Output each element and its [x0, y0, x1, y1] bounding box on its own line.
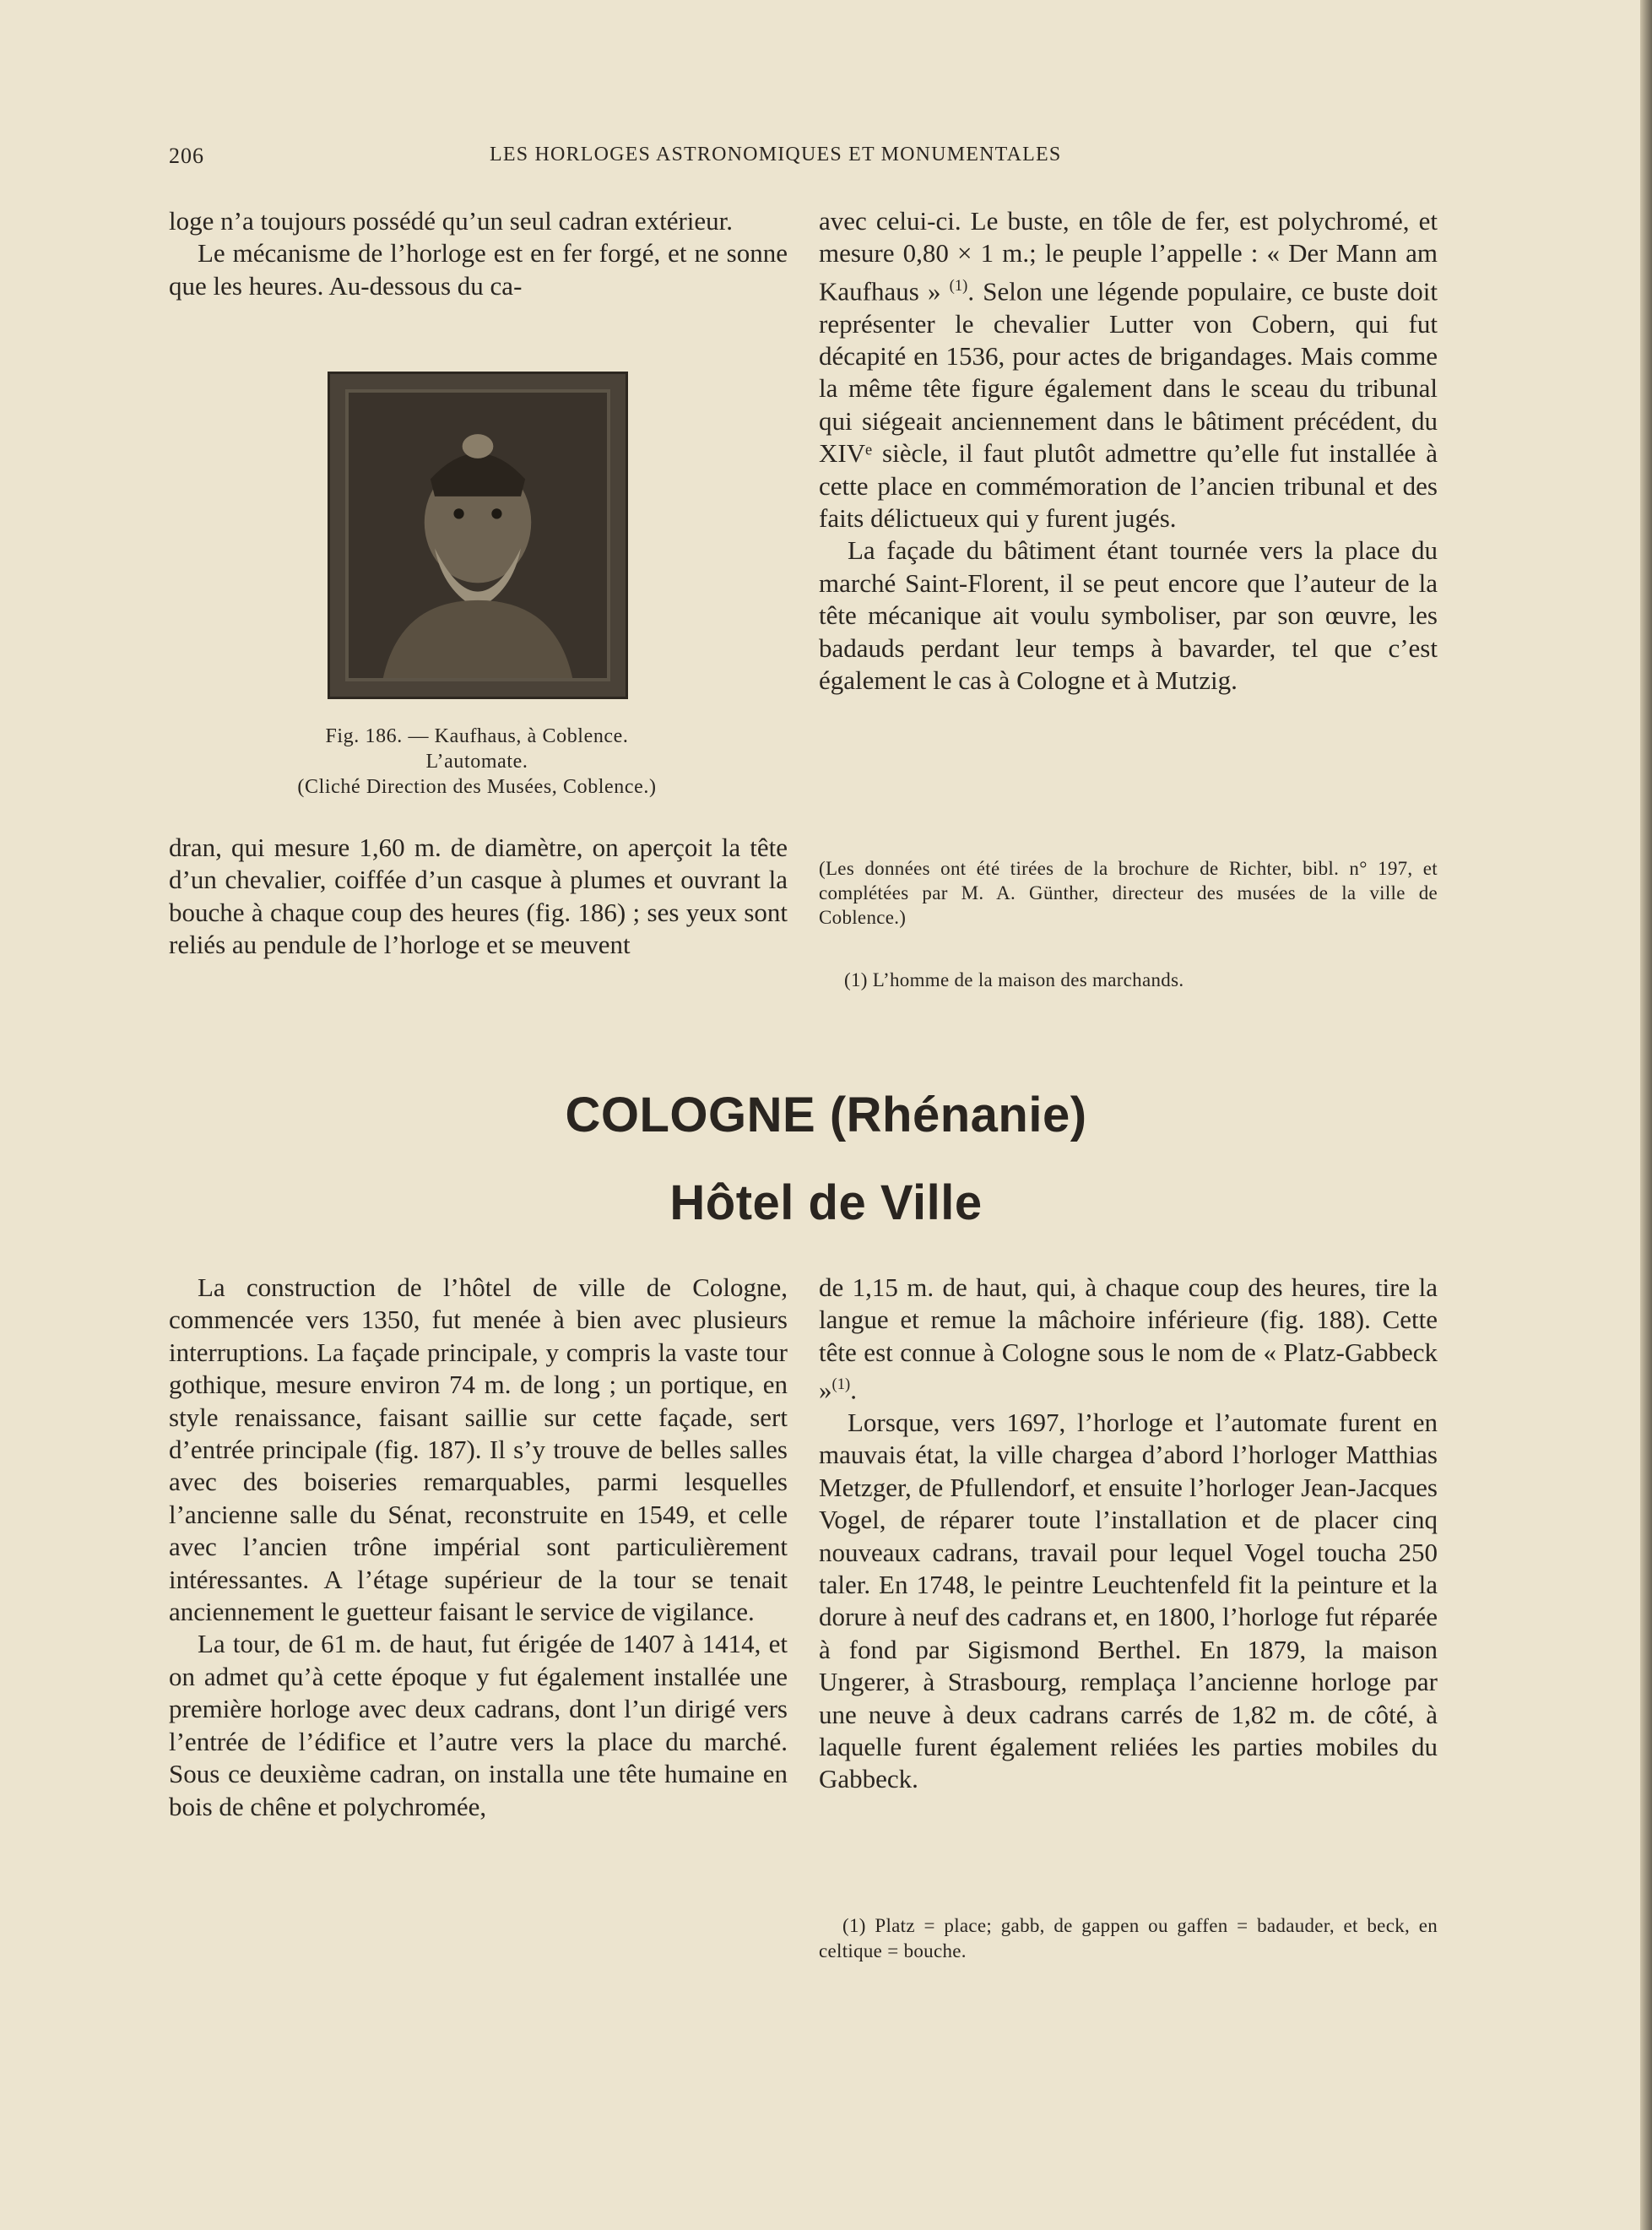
figure-caption — [211, 724, 743, 800]
paragraph: loge n’a toujours possédé qu’un seul cadran extérieur. — [169, 206, 734, 236]
right-column-top — [819, 205, 1438, 697]
running-head: LES HORLOGES ASTRONOMIQUES ET MONUMENTALES — [490, 144, 1062, 165]
paragraph: Lorsque, vers 1697, l’horloge et l’automate furent en mauvais état, la ville chargea d’abord l’horloger Matthias Metzger, de Pfullendorf, et ensuite l’horloger Jean-Jacques Vogel, de réparer toute l’installation et de placer cinq nouveaux cadrans, travail pour lequel Vogel toucha 250 taler. En 1748, le peintre Leuchtenfeld fit la peinture et la dorure à neuf des cadrans et, en 1800, l’horloge fut réparée à fond par Sigismond Berthel. En 1879, la maison Ungerer, à Strasbourg, remplaça l’ancienne horloge par une neuve à deux cadrans carrés de 1,82 m. de côté, à laquelle furent également reliées les parties mobiles du Gabbeck. — [819, 1407, 1438, 1794]
text: . Selon une légende populaire, ce buste doit représenter le chevalier Lutter von Cobern, qui fut décapité en 1536, pour actes de brigandages. Mais comme la même tête figure également dans le sceau du tribunal qui siégeait anciennement dans le bâtiment précédent, du XIVᵉ siècle, il faut plutôt admettre qu’elle fut installée à cette place en commémoration de l’ancien tribunal et des faits délictueux qui y furent jugés. — [819, 276, 1438, 533]
section-title: COLOGNE (Rhénanie) — [565, 1088, 1087, 1142]
page-header — [169, 144, 1443, 177]
left-column-middle — [169, 832, 788, 962]
paragraph: La façade du bâtiment étant tournée vers la place du marché Saint-Florent, il se peut encore que l’auteur de la tête mécanique ait voulu symboliser, par son œuvre, les badauds perdant leur temps à bavarder, tel que c’est également le cas à Cologne et à Mutzig. — [819, 535, 1438, 696]
caption-line: Fig. 186. — Kaufhaus, à Coblence. — [325, 725, 629, 747]
footnote — [819, 1913, 1438, 1964]
page-number: 206 — [169, 144, 204, 168]
text: de 1,15 m. de haut, qui, à chaque coup des heures, tire la langue et remue la mâchoire inférieure (fig. 188). Cette tête est connue à Cologne sous le nom de « Platz-Gabbeck » — [819, 1272, 1438, 1405]
paragraph — [819, 205, 1438, 534]
paragraph: La construction de l’hôtel de ville de Cologne, commencée vers 1350, fut menée à bien avec plusieurs interruptions. La façade principale, y compris la vaste tour gothique, mesure environ 74 m. de long ; un portique, en style renaissance, faisant saillie sur cette façade, sert d’entrée principale (fig. 187). Il s’y trouve de belles salles avec des boiseries remarquables, parmi lesquelles l’ancienne salle du Sénat, reconstruite en 1549, et celle avec l’ancien trône impérial sont particulièrement intéressantes. A l’étage supérieur de la tour se tenait anciennement le guetteur faisant le service de vigilance. — [169, 1272, 788, 1627]
caption-line: (Cliché Direction des Musées, Coblence.) — [297, 776, 657, 798]
paragraph: La tour, de 61 m. de haut, fut érigée de 1407 à 1414, et on admet qu’à cette époque y fut également installée une première horloge avec deux cadrans, dont l’un dirigé vers l’entrée de l’édifice et l’autre vers la place du marché. Sous ce deuxième cadran, on installa une tête humaine en bois de chêne et polychromée, — [169, 1629, 788, 1821]
left-column-top — [169, 205, 788, 302]
text: . — [850, 1375, 857, 1405]
footnote-ref: (1) — [949, 276, 968, 295]
section-subtitle: Hôtel de Ville — [669, 1175, 983, 1230]
left-column-bottom — [169, 1272, 788, 1823]
text: avec celui-ci. Le buste, en tôle de fer, est polychromé, et mesure 0,80 × 1 m.; le peuple l’appelle : « Der Mann am Kaufhaus » — [819, 206, 1438, 307]
footnote-ref: (1) — [831, 1375, 851, 1394]
bust-photo — [349, 393, 607, 678]
footnote: (1) L’homme de la maison des marchands. — [844, 969, 1184, 990]
photo-frame — [345, 389, 610, 681]
source-note: (Les données ont été tirées de la brochure de Richter, bibl. n° 197, et complétées par M. A. Günther, directeur des musées de la ville de Coblence.) — [819, 858, 1438, 928]
paragraph: dran, qui mesure 1,60 m. de diamètre, on aperçoit la tête d’un chevalier, coiffée d’un casque à plumes et ouvrant la bouche à chaque coup des heures (fig. 186) ; ses yeux sont reliés au pendule de l’horloge et se meuvent — [169, 833, 788, 960]
paragraph: Le mécanisme de l’horloge est en fer forgé, et ne sonne que les heures. Au-dessous du ca- — [169, 238, 788, 301]
right-column-bottom — [819, 1272, 1438, 1796]
paragraph — [819, 1272, 1438, 1407]
caption-line: L’automate. — [425, 751, 528, 773]
figure-automaton-photo — [328, 372, 628, 699]
footnote-text: (1) Platz = place; gabb, de gappen ou gaffen = badauder, et beck, en celtique = bouche. — [819, 1915, 1438, 1961]
